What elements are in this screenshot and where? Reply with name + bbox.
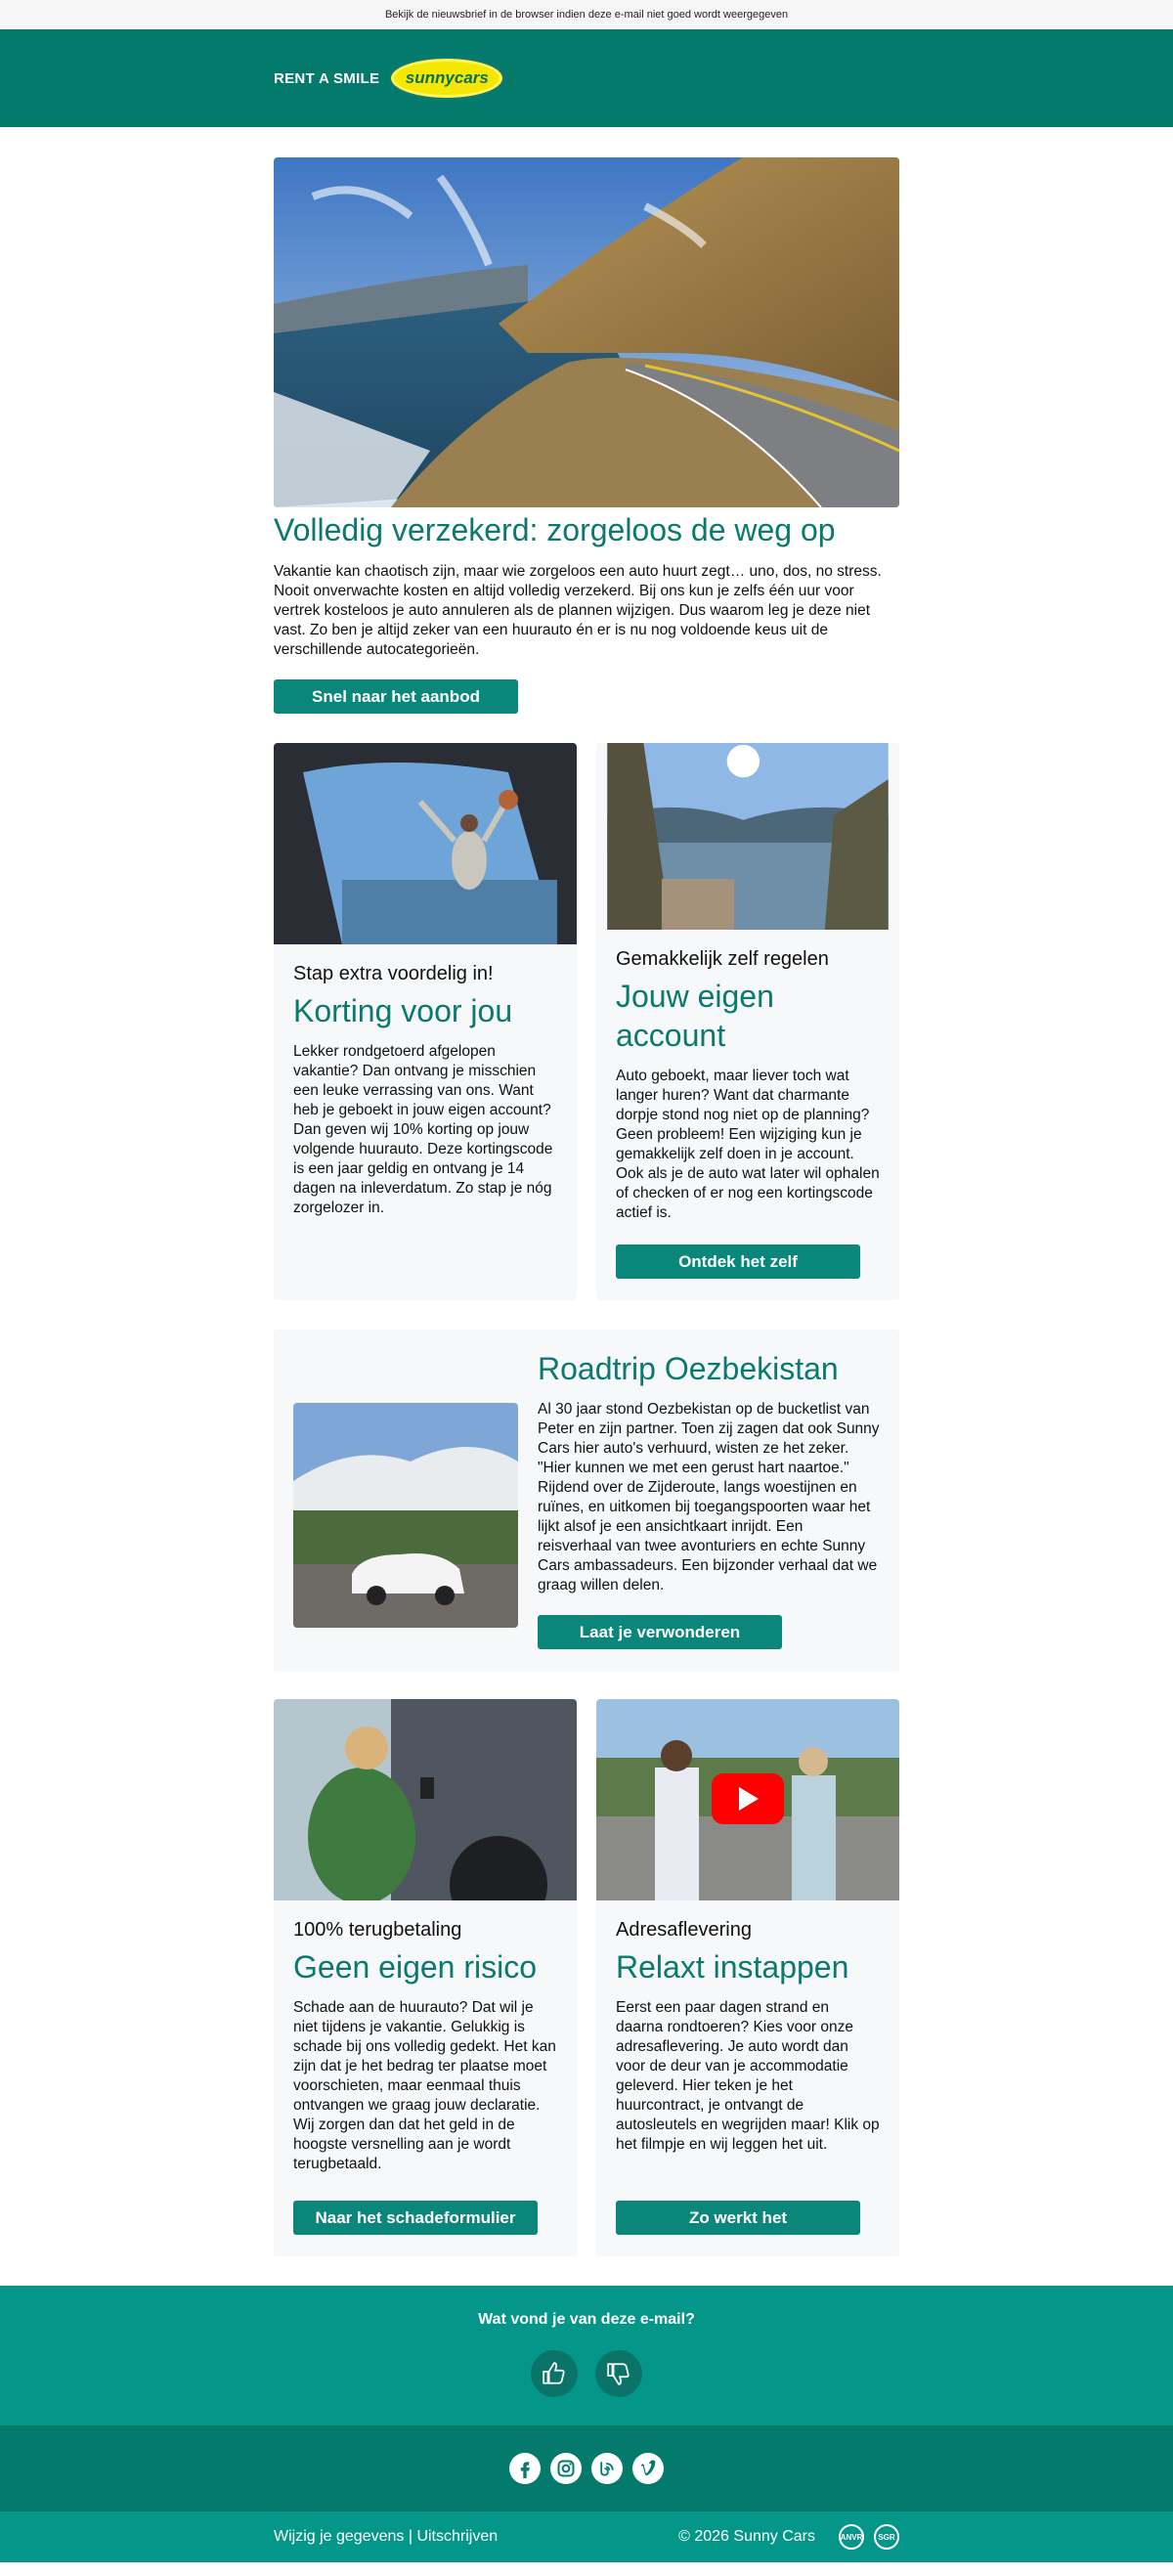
browser-view-bar[interactable] (0, 0, 1173, 29)
lake-photo[interactable] (596, 743, 899, 930)
feature-roadtrip (274, 1330, 899, 1672)
wonder-button[interactable]: Laat je verwonderen (538, 1615, 782, 1649)
card-text: Lekker rondgetoerd afgelopen vakantie? Dan ontvang je misschien een leuke verrassing van ons. Want heb je geboekt in jouw eigen account? Dan geven wij 10% korting op jouw volgende huurauto. Deze kortingscode is een jaar geldig en ontvang je 14 dagen na inleverdatum. Zo stap je nóg zorgelozer in. (293, 1043, 553, 1216)
card-text: Schade aan de huurauto? Dat wil je niet tijdens je vakantie. Gelukkig is schade bij ons volledig gedekt. Het kan zijn dat je het bedrag ter plaatse moet voorschieten, maar eenmaal thuis ontvangen we graag jouw declaratie. Wij zorgen dan dat het geld in de hoogste versnelling aan je wordt terugbetaald. (293, 1999, 556, 2172)
uzbekistan-car-photo[interactable] (293, 1403, 518, 1628)
card-title: Korting voor jou (293, 993, 513, 1028)
card-kicker: Stap extra voordelig in! (293, 963, 494, 984)
card-discount (274, 743, 577, 1300)
card-no-risk (274, 1699, 577, 2256)
brand-tagline: RENT A SMILE (274, 69, 380, 87)
footer-links[interactable]: Wijzig je gegevens | Uitschrijven (274, 2528, 499, 2545)
damage-form-button[interactable]: Naar het schadeformulier (293, 2201, 538, 2235)
vimeo-icon[interactable] (632, 2453, 664, 2484)
how-it-works-button[interactable]: Zo werkt het (616, 2201, 860, 2235)
card-account (596, 743, 899, 1300)
feedback-section (0, 2286, 1173, 2425)
card-kicker: Gemakkelijk zelf regelen (616, 948, 829, 970)
footer (0, 2511, 1173, 2562)
instagram-icon[interactable] (550, 2453, 582, 2484)
card-title: Geen eigen risico (293, 1949, 538, 1985)
delivery-video[interactable] (596, 1699, 899, 1900)
card-kicker: 100% terugbetaling (293, 1919, 462, 1941)
card-kicker: Adresaflevering (616, 1919, 752, 1941)
card-text: Auto geboekt, maar liever toch wat langer huren? Want dat charmante dorpje stond nog niet op de planning? Geen probleem! Een wijziging kun je gemakkelijk zelf doen in je account. Ook als je de auto wat later wil ophalen of checken of er nog een kortingscode actief is. (616, 1068, 880, 1221)
copyright: © 2026 Sunny Cars (678, 2528, 815, 2545)
car-window-photo[interactable] (274, 743, 577, 944)
card-address-delivery (596, 1699, 899, 2256)
hero-text: Vakantie kan chaotisch zijn, maar wie zorgeloos een auto huurt zegt… uno, dos, no stress. Nooit onverwachte kosten en altijd volledig verzekerd. Bij ons kun je zelfs één uur voor vertrek kosteloos je auto annuleren als de plannen wijzigen. Dus waarom leg je deze niet vast. Zo ben je altijd zeker van een huurauto én er is nu nog voldoende keus uit de verschillende autocategorieën. (274, 563, 882, 658)
offer-button[interactable]: Snel naar het aanbod (274, 679, 518, 714)
feature-title: Roadtrip Oezbekistan (538, 1351, 839, 1386)
blog-icon[interactable] (591, 2453, 623, 2484)
cards-row-bottom (274, 1699, 899, 2256)
card-text: Eerst een paar dagen strand en daarna rondtoeren? Kies voor onze adresaflevering. Je auto wordt dan voor de deur van je accommodatie geleverd. Hier teken je het huurcontract, je ontvangt de autosleutels en wegrijden maar! Klik op het filmpje en wij leggen het uit. (616, 1999, 880, 2153)
card-title: Relaxt instappen (616, 1949, 849, 1985)
sgr-badge-icon: SGR (874, 2524, 899, 2550)
anvr-badge-icon: ANVR (839, 2524, 864, 2550)
header (0, 29, 1173, 127)
social-bar (0, 2425, 1173, 2511)
discover-button[interactable]: Ontdek het zelf (616, 1244, 860, 1279)
facebook-icon[interactable] (509, 2453, 541, 2484)
cards-row-top (274, 743, 899, 1300)
card-title: Jouw eigen account (616, 979, 774, 1053)
hero-image[interactable] (274, 157, 899, 507)
browser-view-link[interactable]: Bekijk de nieuwsbrief in de browser indien deze e-mail niet goed wordt weergegeven (384, 9, 789, 21)
damage-photo[interactable] (274, 1699, 577, 1900)
hero-title: Volledig verzekerd: zorgeloos de weg op (274, 512, 836, 547)
main-content (274, 157, 899, 2256)
logo-text: sunnycars (405, 68, 489, 87)
sunnycars-logo[interactable] (389, 57, 504, 100)
feature-text: Al 30 jaar stond Oezbekistan op de bucketlist van Peter en zijn partner. Toen zij zagen dat ook Sunny Cars hier auto's verhuurd, wisten ze het zeker. "Hier kunnen we met een gerust hart naartoe." Rijdend over de Zijderoute, langs woestijnen en ruïnes, en uitkomen bij toegangspoorten waar het lijkt alsof je een ansichtkaart inrijdt. Een reisverhaal van twee avonturiers en echte Sunny Cars ambassadeurs. Een bijzonder verhaal dat we graag willen delen. (538, 1401, 880, 1594)
thumbs-down-icon[interactable] (595, 2350, 642, 2397)
thumbs-up-icon[interactable] (531, 2350, 578, 2397)
feedback-question: Wat vond je van deze e-mail? (478, 2311, 695, 2328)
